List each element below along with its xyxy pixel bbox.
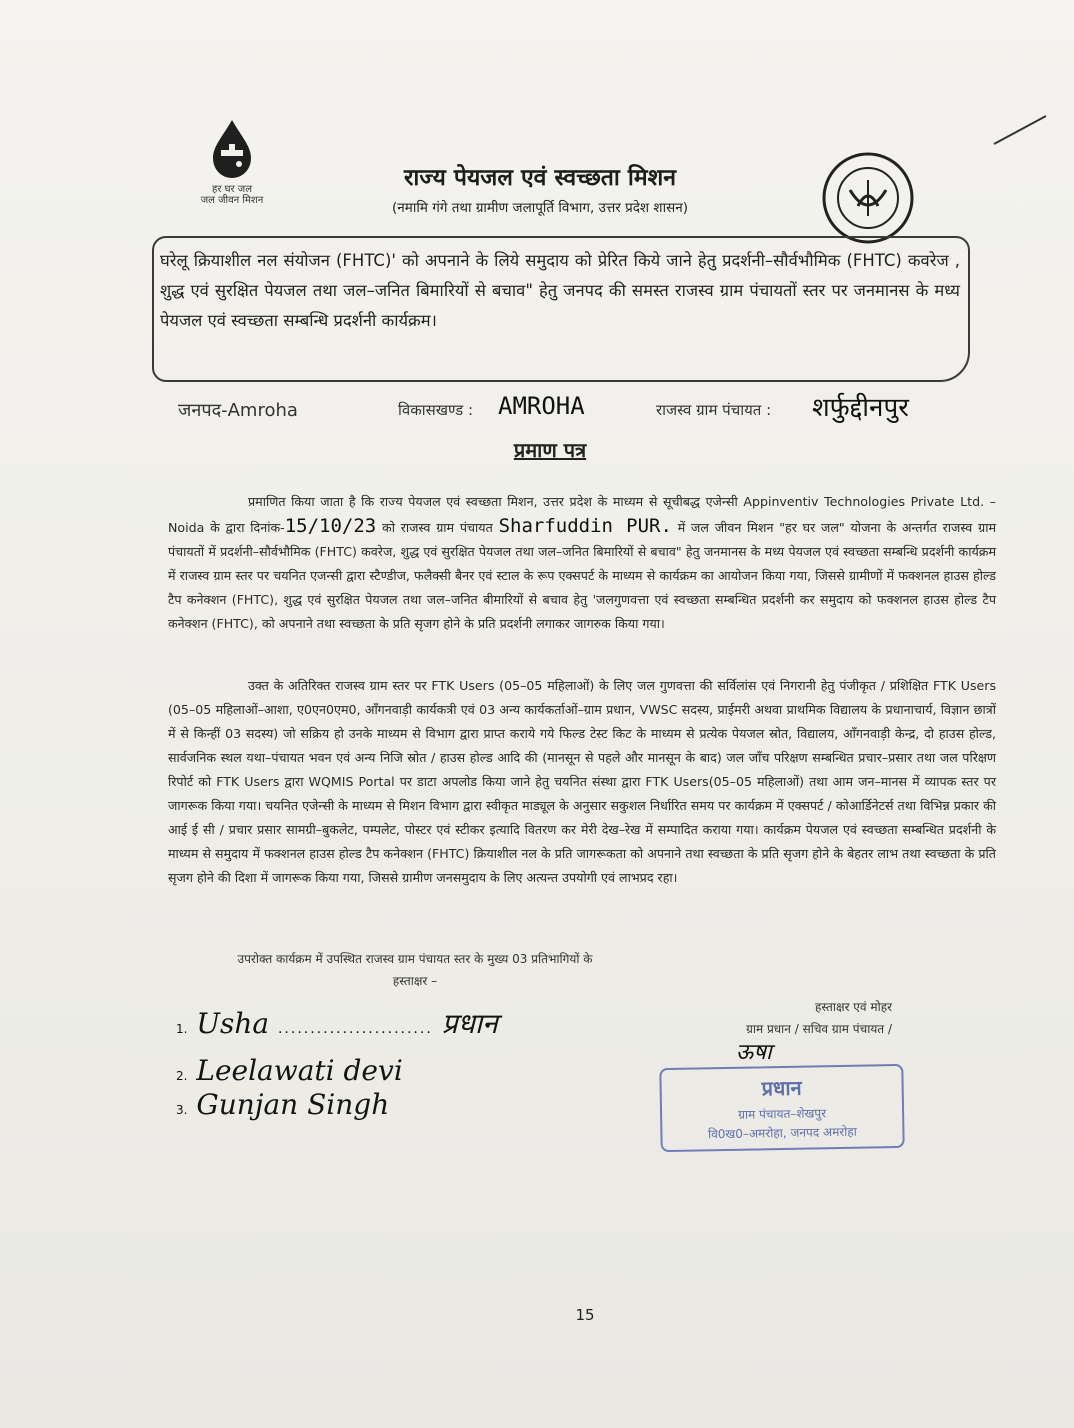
seal-caption-line-1: हस्ताक्षर एवं मोहर — [814, 1000, 892, 1014]
handwritten-date: 15/10/23 — [284, 515, 377, 537]
up-government-seal-icon — [820, 150, 916, 246]
certificate-paragraph-2 — [168, 674, 996, 890]
stamp-line-3: वि0ख0–अमरोहा, जनपद अमरोहा — [707, 1124, 857, 1142]
page-title: राज्य पेयजल एवं स्वच्छता मिशन — [404, 165, 676, 191]
signature-1-number: 1. — [176, 1022, 188, 1036]
seal-caption-line-2: ग्राम प्रधान / सचिव ग्राम पंचायत / — [746, 1022, 892, 1036]
signature-1 — [176, 1004, 498, 1042]
district-label: जनपद-Amroha — [178, 400, 298, 421]
stamp-line-2: ग्राम पंचायत–शेखपुर — [738, 1106, 827, 1122]
stamp-line-1: प्रधान — [761, 1075, 802, 1101]
location-row — [178, 392, 1004, 432]
page-subtitle: (नमामि गंगे तथा ग्रामीण जलापूर्ति विभाग, उत्तर प्रदेश शासन) — [392, 200, 688, 216]
pen-stroke-mark — [990, 110, 1050, 150]
page-number: 15 — [575, 1306, 595, 1324]
program-description-box — [152, 236, 970, 382]
signature-2-number: 2. — [176, 1069, 188, 1083]
seal-caption — [672, 996, 892, 1040]
water-drop-tap-icon — [201, 118, 263, 180]
certificate-title: प्रमाण पत्र — [513, 438, 587, 462]
logo-caption-2: जल जीवन मिशन — [200, 195, 264, 206]
pradhan-signature: ऊषा — [736, 1040, 772, 1065]
signature-1-role: प्रधान — [441, 1007, 498, 1040]
har-ghar-jal-logo — [190, 118, 274, 214]
signature-3 — [176, 1088, 389, 1121]
panchayat-value: शर्फुद्दीनपुर — [812, 393, 909, 423]
program-description-text: घरेलू क्रियाशील नल संयोजन (FHTC)' को अपनाने के लिये समुदाय को प्रेरित किये जाने हेतु प्रदर्शनी–सौर्वभौमिक (FHTC) कवरेज , शुद्ध एवं सुरक्षित पेयजल तथा जल–जनित बिमारियों से बचाव" हेतु जनपद की समस्त राजस्व ग्राम पंचायतों स्तर पर जनमानस के मध्य पेयजल एवं स्वच्छता सम्बन्धि प्रदर्शनी कार्यक्रम। — [160, 251, 960, 330]
signature-intro — [180, 948, 650, 992]
para2-text: उक्त के अतिरिक्त राजस्व ग्राम स्तर पर FTK Users (05–05 महिलाओं) के लिए जल गुणवत्ता की सर्विलांस एवं निगरानी हेतु पंजीकृत / प्रशिक्षित FTK Users (05–05 महिलाओं–आशा, ए0एन0एम0, आँगनवाड़ी कार्यकत्री एवं 03 अन्य कार्यकर्ताओं–ग्राम प्रधान, VWSC सदस्य, प्राईमरी अथवा प्राथमिक विद्यालय के प्रधानाचार्य, विज्ञान छात्रों में से किन्हीं 03 सदस्य) जो सक्रिय हो उनके माध्यम से विभाग द्वारा प्राप्त कराये गये फिल्ड टेस्ट किट के माध्यम से प्रत्येक पेयजल स्रोत, विद्यालय, आँगनवाड़ी केन्द्र, दो हाउस होल्ड, सार्वजनिक स्थल यथा–पंचायत भवन एवं अन्य निजि स्रोत / हाउस होल्ड आदि की (मानसून से पहले और मानसून के बाद) जल जाँच परिक्षण सम्बन्धित प्रचार–प्रसार तथा जल परिक्षण रिपोर्ट को FTK Users द्वारा WQMIS Portal पर डाटा अपलोड किया जाने हेतु चयनित संस्था द्वारा FTK Users(05–05 महिलाओं) तथा आम जन–मानस में व्यापक स्तर पर जागरूक किया गया। चयनित एजेन्सी के माध्यम से मिशन विभाग द्वारा स्वीकृत माड्यूल के अनुसार सकुशल निर्धारित समय पर कार्यक्रम में एक्सपर्ट / कोआर्डिनेटर्स तथा विभिन्न प्रकार की आई ई सी / प्रचार प्रसार सामग्री–बुकलेट, पम्पलेट, पोस्टर एवं स्टीकर इत्यादि वितरण कर मेरी देख–रेख में सम्पादित कराया गया। कार्यक्रम पेयजल एवं स्वच्छता सम्बन्धित प्रदर्शनी के माध्यम से समुदाय में फक्शनल हाउस होल्ड टैप कनेक्शन (FHTC) क्रियाशील नल के प्रति जागरूकता को अपनाने तथा स्वच्छता के प्रति सृजग होने के बेहतर लाभ तथा स्वच्छता के प्रति सृजग होने की दिशा में जागरूक किया गया, जिससे ग्रामीण जनसमुदाय के लिए अत्यन्त उपयोगी एवं लाभप्रद रहा। — [168, 678, 996, 885]
signature-1-dots: ........................ — [277, 1021, 433, 1037]
para1-text-c: में जल जीवन मिशन "हर घर जल" योजना के अन्तर्गत राजस्व ग्राम पंचायतों में प्रदर्शनी–सौर्वभौमिक (FHTC) कवरेज, शुद्ध एवं सुरक्षित पेयजल तथा जल–जनित बिमारियों से बचाव" हेतु जनमानस के मध्य पेयजल एवं स्वच्छता सम्बन्धि प्रदर्शनी कार्यक्रम में राजस्व ग्राम स्तर पर चयनित एजन्सी द्वारा स्टैण्डीज, फलैक्सी बैनर एवं स्टाल के रूप एक्सपर्ट के माध्यम से कार्यक्रम का आयोजन किया गया, जिससे ग्रामीणों में फक्शनल हाउस होल्ड टैप कनेक्शन (FHTC), शुद्ध एवं सुरक्षित पेयजल तथा जल–जनित बीमारियों से बचाव हेतु 'जलगुणवत्ता एवं स्वच्छता सम्बन्धित प्रदर्शनी कर समुदाय को फक्शनल हाउस होल्ड टैप कनेक्शन (FHTC), को अपनाने तथा स्वच्छता के प्रति सृजग होने के प्रति प्रदर्शनी लगाकर जागरुक किया गया। — [168, 520, 996, 631]
official-stamp — [659, 1064, 904, 1152]
block-value: AMROHA — [498, 392, 585, 420]
signature-intro-line-1: उपरोक्त कार्यक्रम में उपस्थित राजस्व ग्राम पंचायत स्तर के मुख्य 03 प्रतिभागियों के — [237, 952, 593, 966]
panchayat-label: राजस्व ग्राम पंचायत : — [656, 401, 772, 419]
signature-3-number: 3. — [176, 1103, 188, 1117]
signature-1-name: Usha — [196, 1007, 270, 1040]
signature-3-name: Gunjan Singh — [196, 1088, 390, 1121]
certificate-paragraph-1 — [168, 490, 996, 636]
block-label: विकासखण्ड : — [398, 401, 474, 419]
para1-text-a: प्रमाणित किया जाता है कि राज्य पेयजल एवं स्वच्छता मिशन, उत्तर प्रदेश के माध्यम से सूचीबद्ध एजेन्सी Appinventiv Technologies Private Ltd. – Noida के द्वारा दिनांक- — [168, 494, 996, 535]
signature-2-name: Leelawati devi — [196, 1054, 403, 1087]
para1-text-b: को राजस्व ग्राम पंचायत — [376, 520, 499, 535]
signature-2 — [176, 1054, 403, 1087]
logo-caption-1: हर घर जल — [212, 184, 252, 195]
handwritten-village: Sharfuddin PUR. — [498, 515, 672, 537]
signature-intro-line-2: हस्ताक्षर – — [392, 974, 438, 988]
